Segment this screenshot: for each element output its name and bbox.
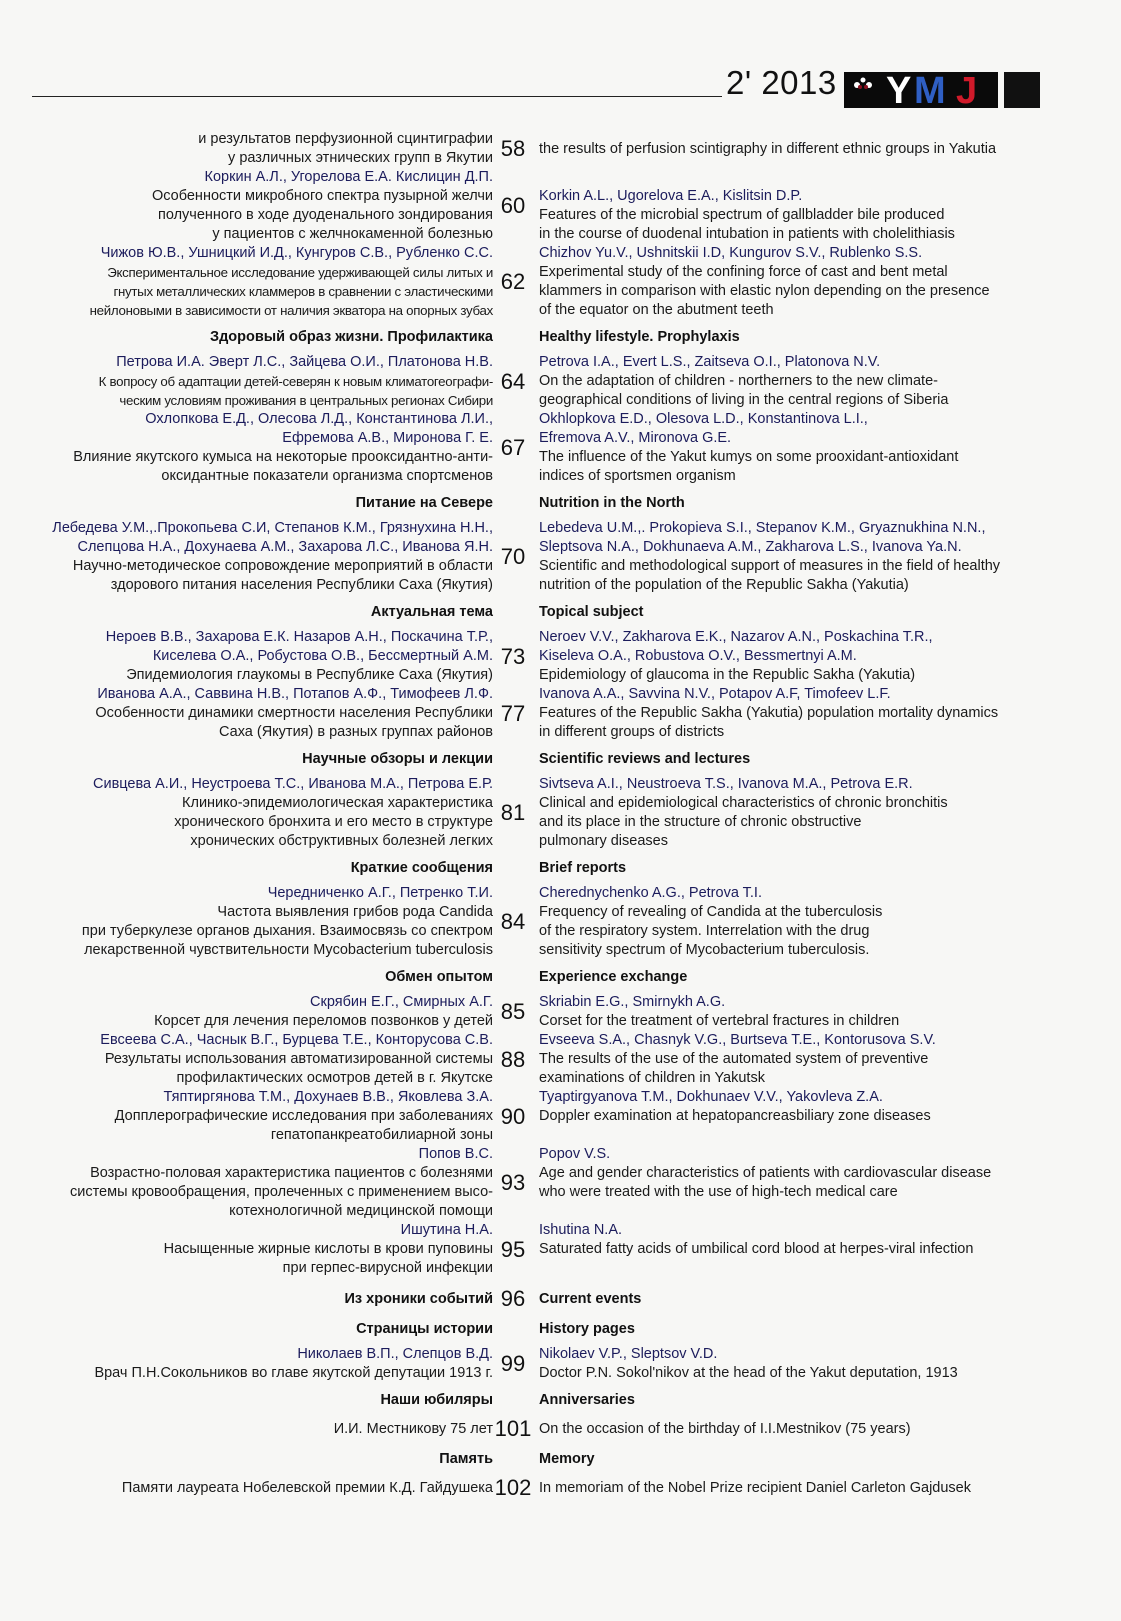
article-title-ru: Возрастно-половая характеристика пациентов с болезнями xyxy=(90,1165,493,1181)
article-title-en: Features of the microbial spectrum of gallbladder bile produced xyxy=(539,207,945,223)
article-title-ru: Частота выявления грибов рода Candida xyxy=(217,904,493,920)
toc-entry xyxy=(0,685,1121,742)
section-title-ru: Память xyxy=(439,1451,493,1467)
russian-column xyxy=(0,775,493,851)
english-column xyxy=(533,775,1053,851)
article-title-en: The influence of the Yakut kumys on some prooxidant-antioxidant xyxy=(539,449,959,465)
section-title-ru: Страницы истории xyxy=(356,1321,493,1337)
toc-entry xyxy=(0,1031,1121,1088)
section-title-ru: Наши юбиляры xyxy=(380,1392,493,1408)
article-title-ru: Особенности микробного спектра пузырной желчи xyxy=(151,188,493,204)
section-title-en: Memory xyxy=(539,1451,595,1467)
page-number: 88 xyxy=(500,1046,526,1072)
toc-entry xyxy=(0,519,1121,595)
russian-column xyxy=(0,130,493,168)
article-title-en: pulmonary diseases xyxy=(539,833,668,849)
english-column xyxy=(533,244,1053,320)
authors-ru: Евсеева С.А., Часнык В.Г., Бурцева Т.Е., Конторусова С.В. xyxy=(100,1032,493,1048)
toc-entry xyxy=(0,1416,1121,1442)
toc-entry xyxy=(0,410,1121,486)
article-title-ru: Врач П.Н.Сокольников во главе якутской депутации 1913 г. xyxy=(94,1365,493,1381)
section-title-ru: Краткие сообщения xyxy=(350,860,493,876)
article-title-ru: у пациентов с желчнокаменной болезнью xyxy=(212,226,493,242)
russian-column xyxy=(0,859,493,878)
english-column xyxy=(533,628,1053,685)
authors-en: Sivtseva A.I., Neustroeva T.S., Ivanova M.A., Petrova E.R. xyxy=(539,776,913,792)
section-title-ru: Научные обзоры и лекции xyxy=(302,751,493,767)
authors-ru: Иванова А.А., Саввина Н.В., Потапов А.Ф., Тимофеев Л.Ф. xyxy=(97,686,493,702)
russian-column xyxy=(0,968,493,987)
article-title-ru: и результатов перфузионной сцинтиграфии xyxy=(198,131,493,147)
russian-column xyxy=(0,1221,493,1278)
article-title-en: On the adaptation of children - northerners to the new climate- xyxy=(539,373,938,389)
article-title-en: geographical conditions of living in the central regions of Siberia xyxy=(539,392,949,408)
english-column xyxy=(533,140,1053,159)
english-column xyxy=(533,328,1053,347)
authors-en: Efremova A.V., Mironova G.E. xyxy=(539,430,732,446)
article-title-ru: системы кровообращения, пролеченных с применением высо- xyxy=(69,1184,493,1200)
authors-en: Tyaptirgyanova T.M., Dokhunaev V.V., Yakovleva Z.A. xyxy=(539,1089,883,1105)
section-title-en: Experience exchange xyxy=(539,969,688,985)
article-title-ru: Допплерографические исследования при заболеваниях xyxy=(114,1108,493,1124)
russian-column xyxy=(0,168,493,244)
section-title-en: Healthy lifestyle. Prophylaxis xyxy=(539,329,740,345)
page-number: 81 xyxy=(500,800,526,825)
article-title-en: Experimental study of the confining force of cast and bent metal xyxy=(539,264,948,280)
article-title-ru: Насыщенные жирные кислоты в крови пуповины xyxy=(163,1241,493,1257)
authors-en: Cherednychenko A.G., Petrova T.I. xyxy=(539,885,762,901)
article-title-en: of the respiratory system. Interrelation with the drug xyxy=(539,923,870,939)
page-number: 67 xyxy=(500,435,526,460)
article-title-en: Epidemiology of glaucoma in the Republic Sakha (Yakutia) xyxy=(539,667,916,683)
russian-column xyxy=(0,628,493,685)
authors-ru: Слепцова Н.А., Дохунаева А.М., Захарова Л.С., Иванова Я.Н. xyxy=(77,539,493,555)
page-number: 99 xyxy=(500,1351,526,1376)
section-title-ru: Здоровый образ жизни. Профилактика xyxy=(210,329,493,345)
toc-section-heading xyxy=(0,328,1121,347)
russian-column xyxy=(0,244,493,320)
english-column xyxy=(533,1145,1053,1221)
article-title-en: examinations of children in Yakutsk xyxy=(539,1070,765,1086)
article-title-ru: Клинико-эпидемиологическая характеристика xyxy=(182,795,493,811)
page-number: 73 xyxy=(500,643,526,669)
authors-en: Petrova I.A., Evert L.S., Zaitseva O.I., Platonova N.V. xyxy=(539,354,881,370)
toc-entry xyxy=(0,1088,1121,1145)
article-title-ru: при туберкулезе органов дыхания. Взаимосвязь со спектром xyxy=(81,923,493,939)
article-title-ru: хронического бронхита и его место в структуре xyxy=(174,814,493,830)
article-title-en: Saturated fatty acids of umbilical cord blood at herpes-viral infection xyxy=(539,1241,974,1257)
english-column xyxy=(533,410,1053,486)
emblem-icon xyxy=(850,76,876,90)
toc-entry xyxy=(0,1475,1121,1501)
article-title-en: On the occasion of the birthday of I.I.Mestnikov (75 years) xyxy=(539,1420,911,1437)
article-title-ru: котехнологичной медицинской помощи xyxy=(229,1203,493,1219)
article-title-ru: здорового питания населения Республики Саха (Якутия) xyxy=(110,577,493,593)
page-number: 85 xyxy=(500,999,526,1024)
russian-column xyxy=(0,410,493,486)
english-column xyxy=(533,168,1053,244)
article-title-en: klammers in comparison with elastic nylon depending on the presence xyxy=(539,283,990,299)
english-column xyxy=(533,1290,1053,1309)
section-title-en: Brief reports xyxy=(539,860,627,876)
page-number: 96 xyxy=(500,1286,526,1311)
toc-entry xyxy=(0,628,1121,685)
toc-entry xyxy=(0,244,1121,320)
toc-entry xyxy=(0,168,1121,244)
russian-column xyxy=(0,603,493,622)
article-title-en: Scientific and methodological support of measures in the field of healthy xyxy=(539,558,1001,574)
authors-ru: Тяптиргянова Т.М., Дохунаев В.В., Яковлева З.А. xyxy=(163,1089,493,1105)
russian-column xyxy=(0,1420,493,1439)
russian-column xyxy=(0,1320,493,1339)
authors-ru: Петрова И.А. Эверт Л.С., Зайцева О.И., Платонова Н.В. xyxy=(116,354,493,370)
article-title-ru: Корсет для лечения переломов позвонков у детей xyxy=(154,1013,493,1029)
russian-column xyxy=(0,353,493,410)
article-title-ru: гепатопанкреатобилиарной зоны xyxy=(270,1127,493,1143)
authors-en: Evseeva S.A., Chasnyk V.G., Burtseva T.E., Kontorusova S.V. xyxy=(539,1032,936,1048)
toc-entry xyxy=(0,1221,1121,1278)
page-number: 102 xyxy=(494,1475,532,1500)
english-column xyxy=(533,1345,1053,1383)
article-title-en: Age and gender characteristics of patients with cardiovascular disease xyxy=(539,1165,992,1181)
toc-section-heading xyxy=(0,603,1121,622)
section-title-en: Current events xyxy=(539,1290,642,1307)
article-title-ru: у различных этнических групп в Якутии xyxy=(228,150,493,166)
authors-ru: Охлопкова Е.Д., Олесова Л.Д., Константинова Л.И., xyxy=(145,411,493,427)
russian-column xyxy=(0,1145,493,1221)
article-title-ru: Экспериментальное исследование удерживающей силы литых и xyxy=(107,265,493,280)
section-title-ru: Обмен опытом xyxy=(385,969,493,985)
russian-column xyxy=(0,750,493,769)
authors-en: Nikolaev V.P., Sleptsov V.D. xyxy=(539,1346,718,1362)
logo-letter-j: J xyxy=(956,72,978,108)
authors-en: Skriabin E.G., Smirnykh A.G. xyxy=(539,994,726,1010)
english-column xyxy=(533,859,1053,878)
authors-ru: Чередниченко А.Г., Петренко Т.И. xyxy=(267,885,493,901)
page-header xyxy=(32,62,1052,112)
page-number: 90 xyxy=(500,1103,526,1129)
english-column xyxy=(533,494,1053,513)
page-number: 84 xyxy=(500,909,526,934)
authors-en: Kiseleva O.A., Robustova O.V., Bessmertnyi A.M. xyxy=(539,648,857,664)
article-title-en: and its place in the structure of chronic obstructive xyxy=(539,814,862,830)
russian-column xyxy=(0,1450,493,1469)
russian-column xyxy=(0,1290,493,1309)
authors-en: Okhlopkova E.D., Olesova L.D., Konstantinova L.I., xyxy=(539,411,868,427)
toc-section-heading xyxy=(0,859,1121,878)
article-title-en xyxy=(539,1126,1053,1145)
russian-column xyxy=(0,328,493,347)
article-title-en xyxy=(539,1259,1053,1278)
page-number: 95 xyxy=(500,1236,526,1262)
header-rule xyxy=(32,96,722,97)
english-column xyxy=(533,1391,1053,1410)
article-title-en: Corset for the treatment of vertebral fractures in children xyxy=(539,1013,900,1029)
authors-en: Ishutina N.A. xyxy=(539,1222,623,1238)
authors-en: Sleptsova N.A., Dokhunaeva A.M., Zakharova L.S., Ivanova Ya.N. xyxy=(539,539,962,555)
article-title-ru: оксидантные показатели организма спортсменов xyxy=(161,468,493,484)
toc-section-heading xyxy=(0,968,1121,987)
english-column xyxy=(533,1031,1053,1088)
authors-ru: Коркин А.Л., Угорелова Е.А. Кислицин Д.П. xyxy=(204,169,493,185)
section-title-en: Anniversaries xyxy=(539,1392,635,1408)
page-number: 101 xyxy=(494,1416,532,1441)
page-number: 70 xyxy=(500,544,526,569)
authors-ru: Киселева О.А., Робустова О.В., Бессмертный А.М. xyxy=(152,648,493,664)
article-title-ru: лекарственной чувствительности Mycobacterium tuberculosis xyxy=(84,942,493,958)
article-title-ru: хронических обструктивных болезней легких xyxy=(190,833,493,849)
russian-column xyxy=(0,1479,493,1498)
article-title-en: indices of sportsmen organism xyxy=(539,468,736,484)
toc-entry xyxy=(0,1345,1121,1383)
article-title-en: Clinical and epidemiological characteristics of chronic bronchitis xyxy=(539,795,948,811)
russian-column xyxy=(0,993,493,1031)
section-title-en: Topical subject xyxy=(539,604,644,620)
article-title-ru: Памяти лауреата Нобелевской премии К.Д. Гайдушека xyxy=(121,1479,493,1496)
english-column xyxy=(533,1450,1053,1469)
russian-column xyxy=(0,519,493,595)
page-number: 64 xyxy=(500,368,526,394)
russian-column xyxy=(0,1345,493,1383)
russian-column xyxy=(0,884,493,960)
english-column xyxy=(533,353,1053,410)
section-title-ru: Актуальная тема xyxy=(370,604,493,620)
logo-letter-m: M xyxy=(914,72,946,108)
russian-column xyxy=(0,1088,493,1145)
toc-entry xyxy=(0,884,1121,960)
article-title-ru: Результаты использования автоматизированной системы xyxy=(104,1051,493,1067)
english-column xyxy=(533,1420,1053,1439)
article-title-en: Frequency of revealing of Candida at the tuberculosis xyxy=(539,904,883,920)
article-title-ru: полученного в ходе дуоденального зондирования xyxy=(157,207,493,223)
article-title-ru: К вопросу об адаптации детей-северян к новым климатогеографи- xyxy=(98,374,493,389)
article-title-en: sensitivity spectrum of Mycobacterium tuberculosis. xyxy=(539,942,870,958)
article-title-en: Doctor P.N. Sokol'nikov at the head of the Yakut deputation, 1913 xyxy=(539,1365,958,1381)
toc-entry xyxy=(0,993,1121,1031)
page-number: 93 xyxy=(500,1170,526,1195)
article-title-ru: Особенности динамики смертности населения Республики xyxy=(95,705,493,721)
article-title-en xyxy=(539,1202,1053,1221)
article-title-en: in the course of duodenal intubation in patients with cholelithiasis xyxy=(539,226,955,242)
article-title-ru: гнутых металлических кламмеров в сравнении с эластическими xyxy=(113,284,493,299)
authors-ru: Сивцева А.И., Неустроева Т.С., Иванова М.А., Петрова Е.Р. xyxy=(93,776,493,792)
article-title-en: who were treated with the use of high-tech medical care xyxy=(539,1184,898,1200)
authors-en: Korkin A.L., Ugorelova E.A., Kislitsin D.P. xyxy=(539,188,803,204)
authors-ru: Ефремова А.В., Миронова Г. Е. xyxy=(282,430,493,446)
english-column xyxy=(533,1088,1053,1145)
russian-column xyxy=(0,494,493,513)
toc-section-heading xyxy=(0,750,1121,769)
issue-number: 2' 2013 xyxy=(726,64,837,101)
article-title-ru: нейлоновыми в зависимости от наличия экватора на опорных зубах xyxy=(89,303,493,318)
authors-en: Ivanova A.A., Savvina N.V., Potapov A.F, Timofeev L.F. xyxy=(539,686,891,702)
article-title-en xyxy=(539,168,1053,187)
english-column xyxy=(533,1320,1053,1339)
authors-en: Chizhov Yu.V., Ushnitskii I.D, Kungurov S.V., Rublenko S.S. xyxy=(539,245,923,261)
page-number: 77 xyxy=(500,700,526,726)
russian-column xyxy=(0,1031,493,1088)
authors-en: Popov V.S. xyxy=(539,1146,611,1162)
page-number: 58 xyxy=(500,136,526,161)
logo-letter-y: Y xyxy=(886,72,912,108)
authors-en: Neroev V.V., Zakharova E.K., Nazarov A.N., Poskachina T.R., xyxy=(539,629,933,645)
english-column xyxy=(533,603,1053,622)
article-title-ru: при герпес-вирусной инфекции xyxy=(282,1260,493,1276)
russian-column xyxy=(0,1391,493,1410)
article-title-en: in different groups of districts xyxy=(539,724,725,740)
english-column xyxy=(533,750,1053,769)
article-title-ru: Научно-методическое сопровождение мероприятий в области xyxy=(72,558,493,574)
article-title-en: In memoriam of the Nobel Prize recipient Daniel Carleton Gajdusek xyxy=(539,1479,971,1496)
authors-ru: Скрябин Е.Г., Смирных А.Г. xyxy=(310,994,493,1010)
article-title-ru: Саха (Якутия) в разных группах районов xyxy=(219,724,493,740)
english-column xyxy=(533,968,1053,987)
logo-block xyxy=(1004,72,1040,108)
section-title-en: History pages xyxy=(539,1321,635,1337)
toc-entry xyxy=(0,130,1121,168)
section-title-ru: Питание на Севере xyxy=(355,495,493,511)
toc-entry xyxy=(0,353,1121,410)
english-column xyxy=(533,1479,1053,1498)
toc-entry xyxy=(0,775,1121,851)
authors-ru: Николаев В.П., Слепцов В.Д. xyxy=(297,1346,493,1362)
article-title-en: of the equator on the abutment teeth xyxy=(539,302,774,318)
authors-ru: Лебедева У.М.,.Прокопьева С.И, Степанов К.М., Грязнухина Н.Н., xyxy=(52,520,493,536)
section-title-en: Scientific reviews and lectures xyxy=(539,751,751,767)
article-title-en: nutrition of the population of the Republic Sakha (Yakutia) xyxy=(539,577,909,593)
article-title-ru: И.И. Местникову 75 лет xyxy=(333,1420,493,1437)
article-title-en: the results of perfusion scintigraphy in different ethnic groups in Yakutia xyxy=(539,140,997,157)
english-column xyxy=(533,993,1053,1031)
english-column xyxy=(533,685,1053,742)
page-number: 62 xyxy=(500,269,526,294)
article-title-en: Features of the Republic Sakha (Yakutia) population mortality dynamics xyxy=(539,705,999,721)
section-title-ru: Из хроники событий xyxy=(344,1290,493,1307)
authors-en: Lebedeva U.M.,. Prokopieva S.I., Stepanov K.M., Gryaznukhina N.N., xyxy=(539,520,986,536)
authors-ru: Ишутина Н.А. xyxy=(400,1222,493,1238)
page-number: 60 xyxy=(500,193,526,218)
article-title-ru: Влияние якутского кумыса на некоторые прооксидантно-анти- xyxy=(73,449,493,465)
article-title-en: Doppler examination at hepatopancreasbiliary zone diseases xyxy=(539,1108,931,1124)
authors-ru: Нероев В.В., Захарова Е.К. Назаров А.Н., Поскачина Т.Р., xyxy=(105,629,493,645)
toc-section-heading xyxy=(0,1286,1121,1312)
article-title-ru: профилактических осмотров детей в г. Якутске xyxy=(176,1070,493,1086)
english-column xyxy=(533,519,1053,595)
toc-section-heading xyxy=(0,1450,1121,1469)
article-title-ru: ческим условиям проживания в центральных регионах Сибири xyxy=(119,393,493,408)
authors-ru: Попов В.С. xyxy=(418,1146,493,1162)
english-column xyxy=(533,1221,1053,1278)
russian-column xyxy=(0,685,493,742)
article-title-en: The results of the use of the automated system of preventive xyxy=(539,1051,929,1067)
authors-ru: Чижов Ю.В., Ушницкий И.Д., Кунгуров С.В., Рубленко С.С. xyxy=(100,245,493,261)
table-of-contents xyxy=(0,130,1121,1501)
section-title-en: Nutrition in the North xyxy=(539,495,685,511)
toc-section-heading xyxy=(0,1391,1121,1410)
toc-section-heading xyxy=(0,494,1121,513)
journal-logo xyxy=(844,72,998,108)
english-column xyxy=(533,884,1053,960)
toc-entry xyxy=(0,1145,1121,1221)
article-title-ru: Эпидемиология глаукомы в Республике Саха (Якутия) xyxy=(126,667,493,683)
toc-section-heading xyxy=(0,1320,1121,1339)
